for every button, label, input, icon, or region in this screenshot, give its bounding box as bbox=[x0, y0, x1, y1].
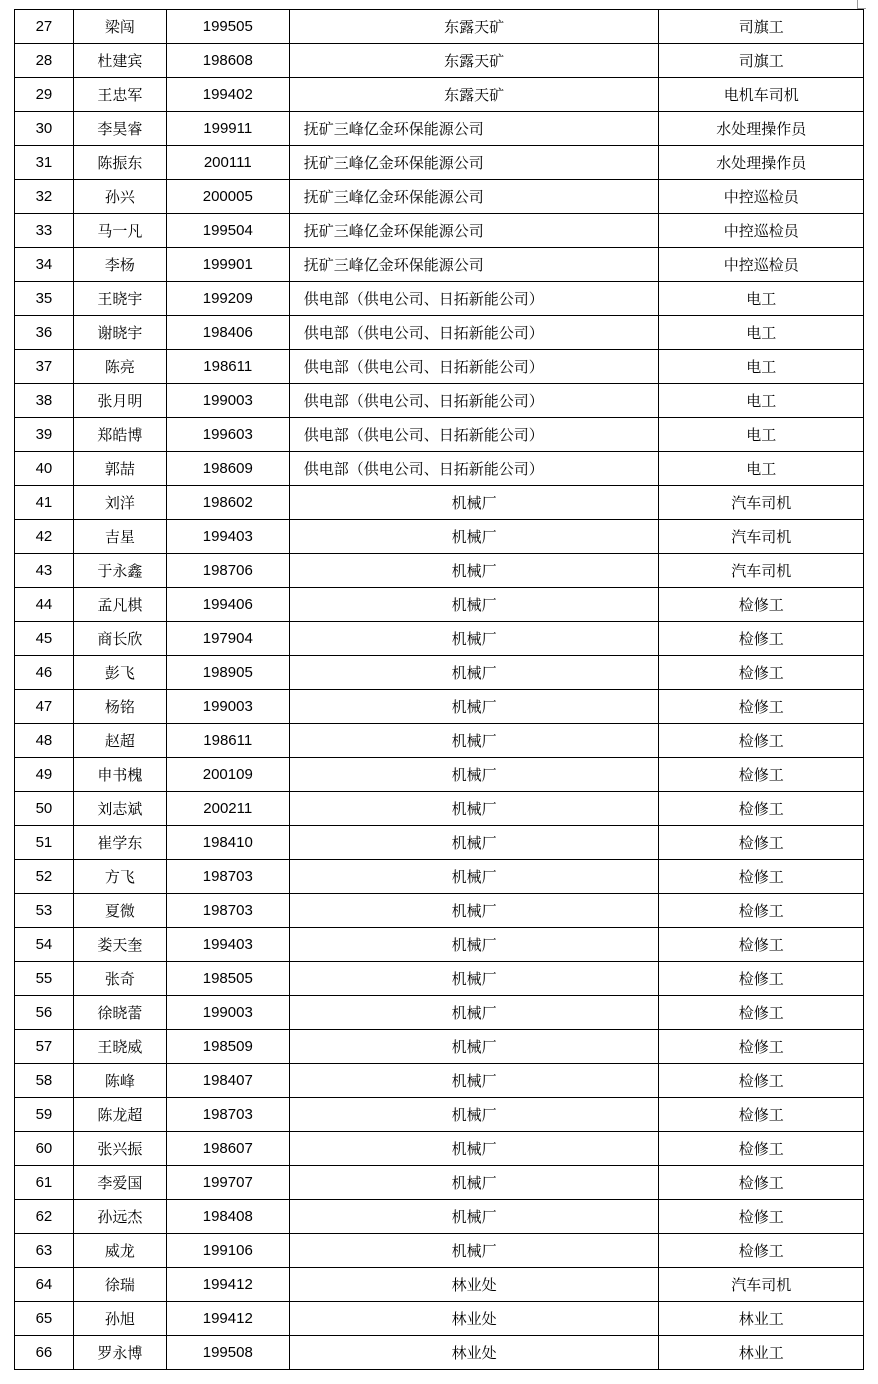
birth-date-cell: 200005 bbox=[166, 180, 289, 214]
person-name-cell: 王晓威 bbox=[73, 1030, 166, 1064]
person-name-cell: 郭喆 bbox=[73, 452, 166, 486]
birth-date-cell: 198706 bbox=[166, 554, 289, 588]
department-cell: 机械厂 bbox=[289, 1132, 659, 1166]
job-title-cell: 检修工 bbox=[659, 724, 864, 758]
job-title-cell: 检修工 bbox=[659, 1064, 864, 1098]
birth-date-cell: 199412 bbox=[166, 1268, 289, 1302]
job-title-cell: 林业工 bbox=[659, 1336, 864, 1370]
row-number-cell: 39 bbox=[15, 418, 74, 452]
birth-date-cell: 198611 bbox=[166, 724, 289, 758]
job-title-cell: 检修工 bbox=[659, 860, 864, 894]
row-number-cell: 65 bbox=[15, 1302, 74, 1336]
department-cell: 机械厂 bbox=[289, 1098, 659, 1132]
row-number-cell: 63 bbox=[15, 1234, 74, 1268]
table-row bbox=[15, 792, 864, 826]
job-title-cell: 检修工 bbox=[659, 996, 864, 1030]
person-name-cell: 王晓宇 bbox=[73, 282, 166, 316]
job-title-cell: 检修工 bbox=[659, 792, 864, 826]
person-name-cell: 方飞 bbox=[73, 860, 166, 894]
row-number-cell: 42 bbox=[15, 520, 74, 554]
department-cell: 东露天矿 bbox=[289, 10, 659, 44]
table-row bbox=[15, 1302, 864, 1336]
department-cell: 机械厂 bbox=[289, 996, 659, 1030]
department-cell: 林业处 bbox=[289, 1302, 659, 1336]
department-cell: 机械厂 bbox=[289, 622, 659, 656]
table-row bbox=[15, 1064, 864, 1098]
department-cell: 机械厂 bbox=[289, 520, 659, 554]
department-cell: 机械厂 bbox=[289, 554, 659, 588]
person-name-cell: 谢晓宇 bbox=[73, 316, 166, 350]
person-name-cell: 孙远杰 bbox=[73, 1200, 166, 1234]
table-row bbox=[15, 248, 864, 282]
job-title-cell: 电工 bbox=[659, 350, 864, 384]
birth-date-cell: 198509 bbox=[166, 1030, 289, 1064]
job-title-cell: 检修工 bbox=[659, 928, 864, 962]
row-number-cell: 34 bbox=[15, 248, 74, 282]
table-row bbox=[15, 316, 864, 350]
department-cell: 机械厂 bbox=[289, 928, 659, 962]
job-title-cell: 司旗工 bbox=[659, 10, 864, 44]
department-cell: 抚矿三峰亿金环保能源公司 bbox=[289, 180, 659, 214]
job-title-cell: 中控巡检员 bbox=[659, 214, 864, 248]
row-number-cell: 57 bbox=[15, 1030, 74, 1064]
person-name-cell: 商长欣 bbox=[73, 622, 166, 656]
birth-date-cell: 199901 bbox=[166, 248, 289, 282]
person-name-cell: 李杨 bbox=[73, 248, 166, 282]
row-number-cell: 36 bbox=[15, 316, 74, 350]
person-name-cell: 孙旭 bbox=[73, 1302, 166, 1336]
job-title-cell: 电机车司机 bbox=[659, 78, 864, 112]
department-cell: 供电部（供电公司、日拓新能公司） bbox=[289, 452, 659, 486]
job-title-cell: 水处理操作员 bbox=[659, 112, 864, 146]
job-title-cell: 林业工 bbox=[659, 1302, 864, 1336]
row-number-cell: 32 bbox=[15, 180, 74, 214]
person-name-cell: 张月明 bbox=[73, 384, 166, 418]
birth-date-cell: 199209 bbox=[166, 282, 289, 316]
birth-date-cell: 200211 bbox=[166, 792, 289, 826]
department-cell: 机械厂 bbox=[289, 1234, 659, 1268]
row-number-cell: 37 bbox=[15, 350, 74, 384]
birth-date-cell: 200111 bbox=[166, 146, 289, 180]
job-title-cell: 电工 bbox=[659, 384, 864, 418]
table-row bbox=[15, 112, 864, 146]
person-name-cell: 罗永博 bbox=[73, 1336, 166, 1370]
department-cell: 林业处 bbox=[289, 1268, 659, 1302]
department-cell: 供电部（供电公司、日拓新能公司） bbox=[289, 384, 659, 418]
job-title-cell: 检修工 bbox=[659, 894, 864, 928]
person-name-cell: 崔学东 bbox=[73, 826, 166, 860]
row-number-cell: 44 bbox=[15, 588, 74, 622]
department-cell: 供电部（供电公司、日拓新能公司） bbox=[289, 418, 659, 452]
department-cell: 机械厂 bbox=[289, 1166, 659, 1200]
department-cell: 机械厂 bbox=[289, 1030, 659, 1064]
birth-date-cell: 199504 bbox=[166, 214, 289, 248]
birth-date-cell: 198407 bbox=[166, 1064, 289, 1098]
row-number-cell: 30 bbox=[15, 112, 74, 146]
page-corner-mark bbox=[857, 0, 866, 9]
job-title-cell: 中控巡检员 bbox=[659, 180, 864, 214]
department-cell: 机械厂 bbox=[289, 656, 659, 690]
job-title-cell: 电工 bbox=[659, 452, 864, 486]
birth-date-cell: 199911 bbox=[166, 112, 289, 146]
birth-date-cell: 198905 bbox=[166, 656, 289, 690]
table-row bbox=[15, 10, 864, 44]
person-name-cell: 陈峰 bbox=[73, 1064, 166, 1098]
department-cell: 机械厂 bbox=[289, 724, 659, 758]
job-title-cell: 检修工 bbox=[659, 690, 864, 724]
department-cell: 机械厂 bbox=[289, 486, 659, 520]
row-number-cell: 54 bbox=[15, 928, 74, 962]
table-row bbox=[15, 1132, 864, 1166]
birth-date-cell: 199603 bbox=[166, 418, 289, 452]
table-row bbox=[15, 826, 864, 860]
department-cell: 抚矿三峰亿金环保能源公司 bbox=[289, 112, 659, 146]
department-cell: 供电部（供电公司、日拓新能公司） bbox=[289, 282, 659, 316]
job-title-cell: 检修工 bbox=[659, 656, 864, 690]
job-title-cell: 汽车司机 bbox=[659, 554, 864, 588]
birth-date-cell: 198703 bbox=[166, 1098, 289, 1132]
row-number-cell: 66 bbox=[15, 1336, 74, 1370]
person-name-cell: 李昊睿 bbox=[73, 112, 166, 146]
row-number-cell: 40 bbox=[15, 452, 74, 486]
person-name-cell: 于永鑫 bbox=[73, 554, 166, 588]
table-row bbox=[15, 350, 864, 384]
table-row bbox=[15, 554, 864, 588]
table-row bbox=[15, 44, 864, 78]
person-name-cell: 威龙 bbox=[73, 1234, 166, 1268]
department-cell: 机械厂 bbox=[289, 758, 659, 792]
table-row bbox=[15, 214, 864, 248]
birth-date-cell: 199003 bbox=[166, 384, 289, 418]
table-row bbox=[15, 282, 864, 316]
row-number-cell: 28 bbox=[15, 44, 74, 78]
row-number-cell: 55 bbox=[15, 962, 74, 996]
person-name-cell: 梁闯 bbox=[73, 10, 166, 44]
person-name-cell: 孙兴 bbox=[73, 180, 166, 214]
job-title-cell: 中控巡检员 bbox=[659, 248, 864, 282]
table-row bbox=[15, 418, 864, 452]
department-cell: 机械厂 bbox=[289, 962, 659, 996]
row-number-cell: 35 bbox=[15, 282, 74, 316]
row-number-cell: 31 bbox=[15, 146, 74, 180]
row-number-cell: 50 bbox=[15, 792, 74, 826]
job-title-cell: 汽车司机 bbox=[659, 1268, 864, 1302]
row-number-cell: 53 bbox=[15, 894, 74, 928]
job-title-cell: 电工 bbox=[659, 418, 864, 452]
job-title-cell: 检修工 bbox=[659, 1200, 864, 1234]
department-cell: 机械厂 bbox=[289, 894, 659, 928]
person-name-cell: 马一凡 bbox=[73, 214, 166, 248]
department-cell: 抚矿三峰亿金环保能源公司 bbox=[289, 248, 659, 282]
job-title-cell: 司旗工 bbox=[659, 44, 864, 78]
birth-date-cell: 198609 bbox=[166, 452, 289, 486]
birth-date-cell: 199508 bbox=[166, 1336, 289, 1370]
row-number-cell: 27 bbox=[15, 10, 74, 44]
person-name-cell: 徐晓蕾 bbox=[73, 996, 166, 1030]
birth-date-cell: 199412 bbox=[166, 1302, 289, 1336]
department-cell: 机械厂 bbox=[289, 860, 659, 894]
birth-date-cell: 199707 bbox=[166, 1166, 289, 1200]
table-row bbox=[15, 1166, 864, 1200]
job-title-cell: 检修工 bbox=[659, 622, 864, 656]
table-row bbox=[15, 180, 864, 214]
personnel-table bbox=[14, 9, 864, 1370]
row-number-cell: 49 bbox=[15, 758, 74, 792]
person-name-cell: 彭飞 bbox=[73, 656, 166, 690]
table-row bbox=[15, 1268, 864, 1302]
row-number-cell: 52 bbox=[15, 860, 74, 894]
job-title-cell: 检修工 bbox=[659, 1030, 864, 1064]
job-title-cell: 检修工 bbox=[659, 588, 864, 622]
row-number-cell: 46 bbox=[15, 656, 74, 690]
department-cell: 机械厂 bbox=[289, 792, 659, 826]
birth-date-cell: 199403 bbox=[166, 520, 289, 554]
table-row bbox=[15, 588, 864, 622]
table-row bbox=[15, 622, 864, 656]
birth-date-cell: 197904 bbox=[166, 622, 289, 656]
person-name-cell: 李爱国 bbox=[73, 1166, 166, 1200]
job-title-cell: 检修工 bbox=[659, 962, 864, 996]
job-title-cell: 检修工 bbox=[659, 758, 864, 792]
job-title-cell: 检修工 bbox=[659, 1132, 864, 1166]
person-name-cell: 杜建宾 bbox=[73, 44, 166, 78]
person-name-cell: 张奇 bbox=[73, 962, 166, 996]
birth-date-cell: 198408 bbox=[166, 1200, 289, 1234]
birth-date-cell: 200109 bbox=[166, 758, 289, 792]
table-row bbox=[15, 996, 864, 1030]
row-number-cell: 59 bbox=[15, 1098, 74, 1132]
person-name-cell: 刘志斌 bbox=[73, 792, 166, 826]
person-name-cell: 刘洋 bbox=[73, 486, 166, 520]
table-row bbox=[15, 656, 864, 690]
table-row bbox=[15, 1098, 864, 1132]
person-name-cell: 郑皓博 bbox=[73, 418, 166, 452]
table-row bbox=[15, 1234, 864, 1268]
birth-date-cell: 198611 bbox=[166, 350, 289, 384]
department-cell: 供电部（供电公司、日拓新能公司） bbox=[289, 316, 659, 350]
person-name-cell: 陈振东 bbox=[73, 146, 166, 180]
row-number-cell: 41 bbox=[15, 486, 74, 520]
person-name-cell: 陈亮 bbox=[73, 350, 166, 384]
birth-date-cell: 198602 bbox=[166, 486, 289, 520]
row-number-cell: 43 bbox=[15, 554, 74, 588]
department-cell: 抚矿三峰亿金环保能源公司 bbox=[289, 214, 659, 248]
person-name-cell: 王忠军 bbox=[73, 78, 166, 112]
job-title-cell: 检修工 bbox=[659, 1234, 864, 1268]
department-cell: 东露天矿 bbox=[289, 78, 659, 112]
row-number-cell: 33 bbox=[15, 214, 74, 248]
row-number-cell: 51 bbox=[15, 826, 74, 860]
birth-date-cell: 198410 bbox=[166, 826, 289, 860]
table-row bbox=[15, 860, 864, 894]
table-row bbox=[15, 78, 864, 112]
table-row bbox=[15, 520, 864, 554]
table-row bbox=[15, 1200, 864, 1234]
department-cell: 抚矿三峰亿金环保能源公司 bbox=[289, 146, 659, 180]
row-number-cell: 61 bbox=[15, 1166, 74, 1200]
birth-date-cell: 198505 bbox=[166, 962, 289, 996]
birth-date-cell: 198608 bbox=[166, 44, 289, 78]
job-title-cell: 水处理操作员 bbox=[659, 146, 864, 180]
table-row bbox=[15, 928, 864, 962]
department-cell: 机械厂 bbox=[289, 1064, 659, 1098]
person-name-cell: 吉星 bbox=[73, 520, 166, 554]
row-number-cell: 62 bbox=[15, 1200, 74, 1234]
department-cell: 东露天矿 bbox=[289, 44, 659, 78]
row-number-cell: 48 bbox=[15, 724, 74, 758]
table-row bbox=[15, 724, 864, 758]
job-title-cell: 电工 bbox=[659, 282, 864, 316]
row-number-cell: 64 bbox=[15, 1268, 74, 1302]
table-row bbox=[15, 452, 864, 486]
row-number-cell: 58 bbox=[15, 1064, 74, 1098]
table-row bbox=[15, 758, 864, 792]
birth-date-cell: 199003 bbox=[166, 996, 289, 1030]
row-number-cell: 45 bbox=[15, 622, 74, 656]
job-title-cell: 检修工 bbox=[659, 1166, 864, 1200]
table-row bbox=[15, 1030, 864, 1064]
job-title-cell: 检修工 bbox=[659, 826, 864, 860]
department-cell: 机械厂 bbox=[289, 690, 659, 724]
person-name-cell: 张兴振 bbox=[73, 1132, 166, 1166]
table-row bbox=[15, 146, 864, 180]
row-number-cell: 56 bbox=[15, 996, 74, 1030]
table-body bbox=[15, 10, 864, 1370]
birth-date-cell: 198703 bbox=[166, 860, 289, 894]
birth-date-cell: 199106 bbox=[166, 1234, 289, 1268]
birth-date-cell: 199406 bbox=[166, 588, 289, 622]
person-name-cell: 孟凡棋 bbox=[73, 588, 166, 622]
birth-date-cell: 198607 bbox=[166, 1132, 289, 1166]
birth-date-cell: 199402 bbox=[166, 78, 289, 112]
job-title-cell: 汽车司机 bbox=[659, 520, 864, 554]
department-cell: 机械厂 bbox=[289, 588, 659, 622]
table-row bbox=[15, 690, 864, 724]
row-number-cell: 29 bbox=[15, 78, 74, 112]
department-cell: 林业处 bbox=[289, 1336, 659, 1370]
person-name-cell: 徐瑞 bbox=[73, 1268, 166, 1302]
department-cell: 机械厂 bbox=[289, 1200, 659, 1234]
person-name-cell: 娄天奎 bbox=[73, 928, 166, 962]
birth-date-cell: 199003 bbox=[166, 690, 289, 724]
birth-date-cell: 198703 bbox=[166, 894, 289, 928]
department-cell: 机械厂 bbox=[289, 826, 659, 860]
row-number-cell: 60 bbox=[15, 1132, 74, 1166]
table-row bbox=[15, 486, 864, 520]
birth-date-cell: 199505 bbox=[166, 10, 289, 44]
table-row bbox=[15, 1336, 864, 1370]
person-name-cell: 夏微 bbox=[73, 894, 166, 928]
row-number-cell: 38 bbox=[15, 384, 74, 418]
job-title-cell: 汽车司机 bbox=[659, 486, 864, 520]
table-row bbox=[15, 962, 864, 996]
department-cell: 供电部（供电公司、日拓新能公司） bbox=[289, 350, 659, 384]
person-name-cell: 杨铭 bbox=[73, 690, 166, 724]
job-title-cell: 电工 bbox=[659, 316, 864, 350]
person-name-cell: 陈龙超 bbox=[73, 1098, 166, 1132]
table-row bbox=[15, 384, 864, 418]
row-number-cell: 47 bbox=[15, 690, 74, 724]
person-name-cell: 申书槐 bbox=[73, 758, 166, 792]
person-name-cell: 赵超 bbox=[73, 724, 166, 758]
birth-date-cell: 199403 bbox=[166, 928, 289, 962]
table-row bbox=[15, 894, 864, 928]
birth-date-cell: 198406 bbox=[166, 316, 289, 350]
job-title-cell: 检修工 bbox=[659, 1098, 864, 1132]
